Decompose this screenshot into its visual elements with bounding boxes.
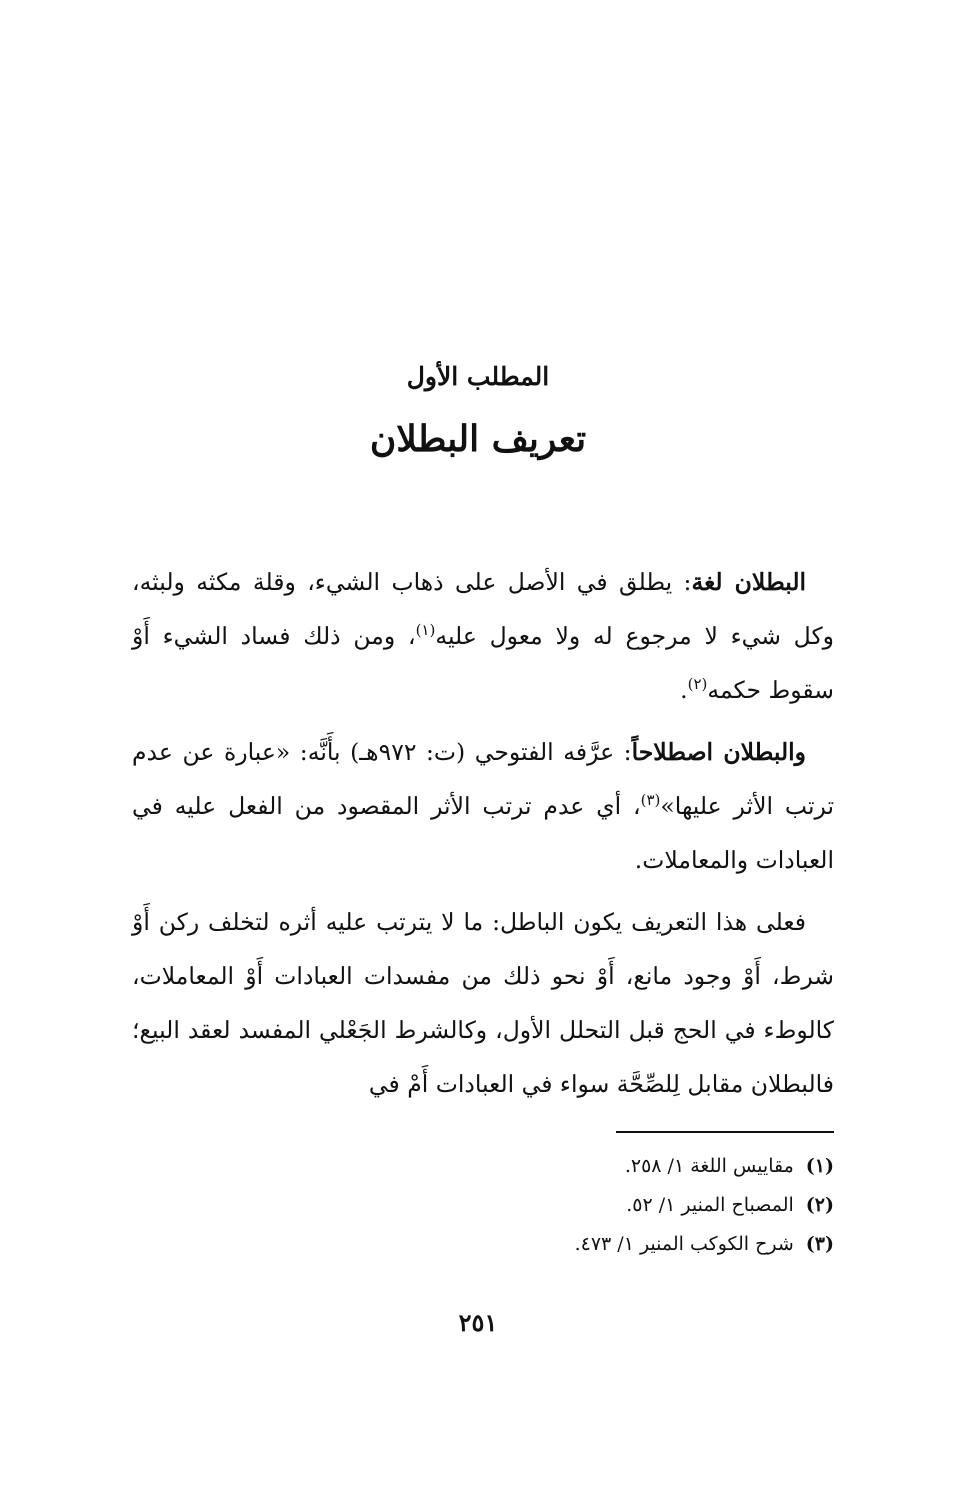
paragraph-text: ، أي عدم ترتب الأثر المقصود من الفعل عليه في العبادات والمعاملات. [132,792,834,874]
footnotes-list [334,1147,834,1264]
paragraph-text: ، ومن ذلك فساد الشيء أَوْ سقوط حكمه [132,622,834,704]
footnote-number: (٣) [805,1233,834,1255]
footnote-ref-1: (١) [415,621,436,640]
body-text [132,555,834,1119]
paragraph-text: : عرَّفه الفتوحي (ت: ٩٧٢هـ) بأَنَّه: «عبارة عن عدم ترتب الأثر عليها» [132,738,835,820]
section-title: تعريف البطلان [369,418,587,460]
footnote-item [334,1225,834,1264]
term-linguistic: البطلان لغة [691,568,807,596]
footnote-divider [616,1131,834,1133]
paragraph-linguistic-definition [132,555,834,717]
footnote-ref-2: (٢) [687,675,708,694]
footnote-ref-3: (٣) [640,791,661,810]
footnote-item [334,1147,834,1186]
paragraph-text: : يطلق في الأصل على ذهاب الشيء، وقلة مكثه ولبثه، وكل شيء لا مرجوع له ولا معول عليه [132,568,834,650]
footnote-text: مقاييس اللغة ١/ ٢٥٨. [624,1155,794,1177]
term-technical: والبطلان اصطلاحاً [631,738,807,766]
page-number: ٢٥١ [458,1308,498,1337]
paragraph-text: . [680,676,688,704]
footnote-text: المصباح المنير ١/ ٥٢. [626,1194,794,1216]
footnote-number: (١) [805,1155,834,1177]
footnote-number: (٢) [805,1194,834,1216]
paragraph-technical-definition [132,725,834,887]
footnote-text: شرح الكوكب المنير ١/ ٤٧٣. [574,1233,794,1255]
paragraph-consequence: فعلى هذا التعريف يكون الباطل: ما لا يترتب عليه أثره لتخلف ركن أَوْ شرط، أَوْ وجود مانع، أَوْ نحو ذلك من مفسدات العبادات أَوْ المعاملات، كالوطء في الحج قبل التحلل الأول، وكالشرط الجَعْلي المفسد لعقد البيع؛ فالبطلان مقابل لِلصِّحَّة سواء في العبادات أَمْ في [132,908,834,1098]
footnote-item [334,1186,834,1225]
section-label: المطلب الأول [406,362,550,391]
